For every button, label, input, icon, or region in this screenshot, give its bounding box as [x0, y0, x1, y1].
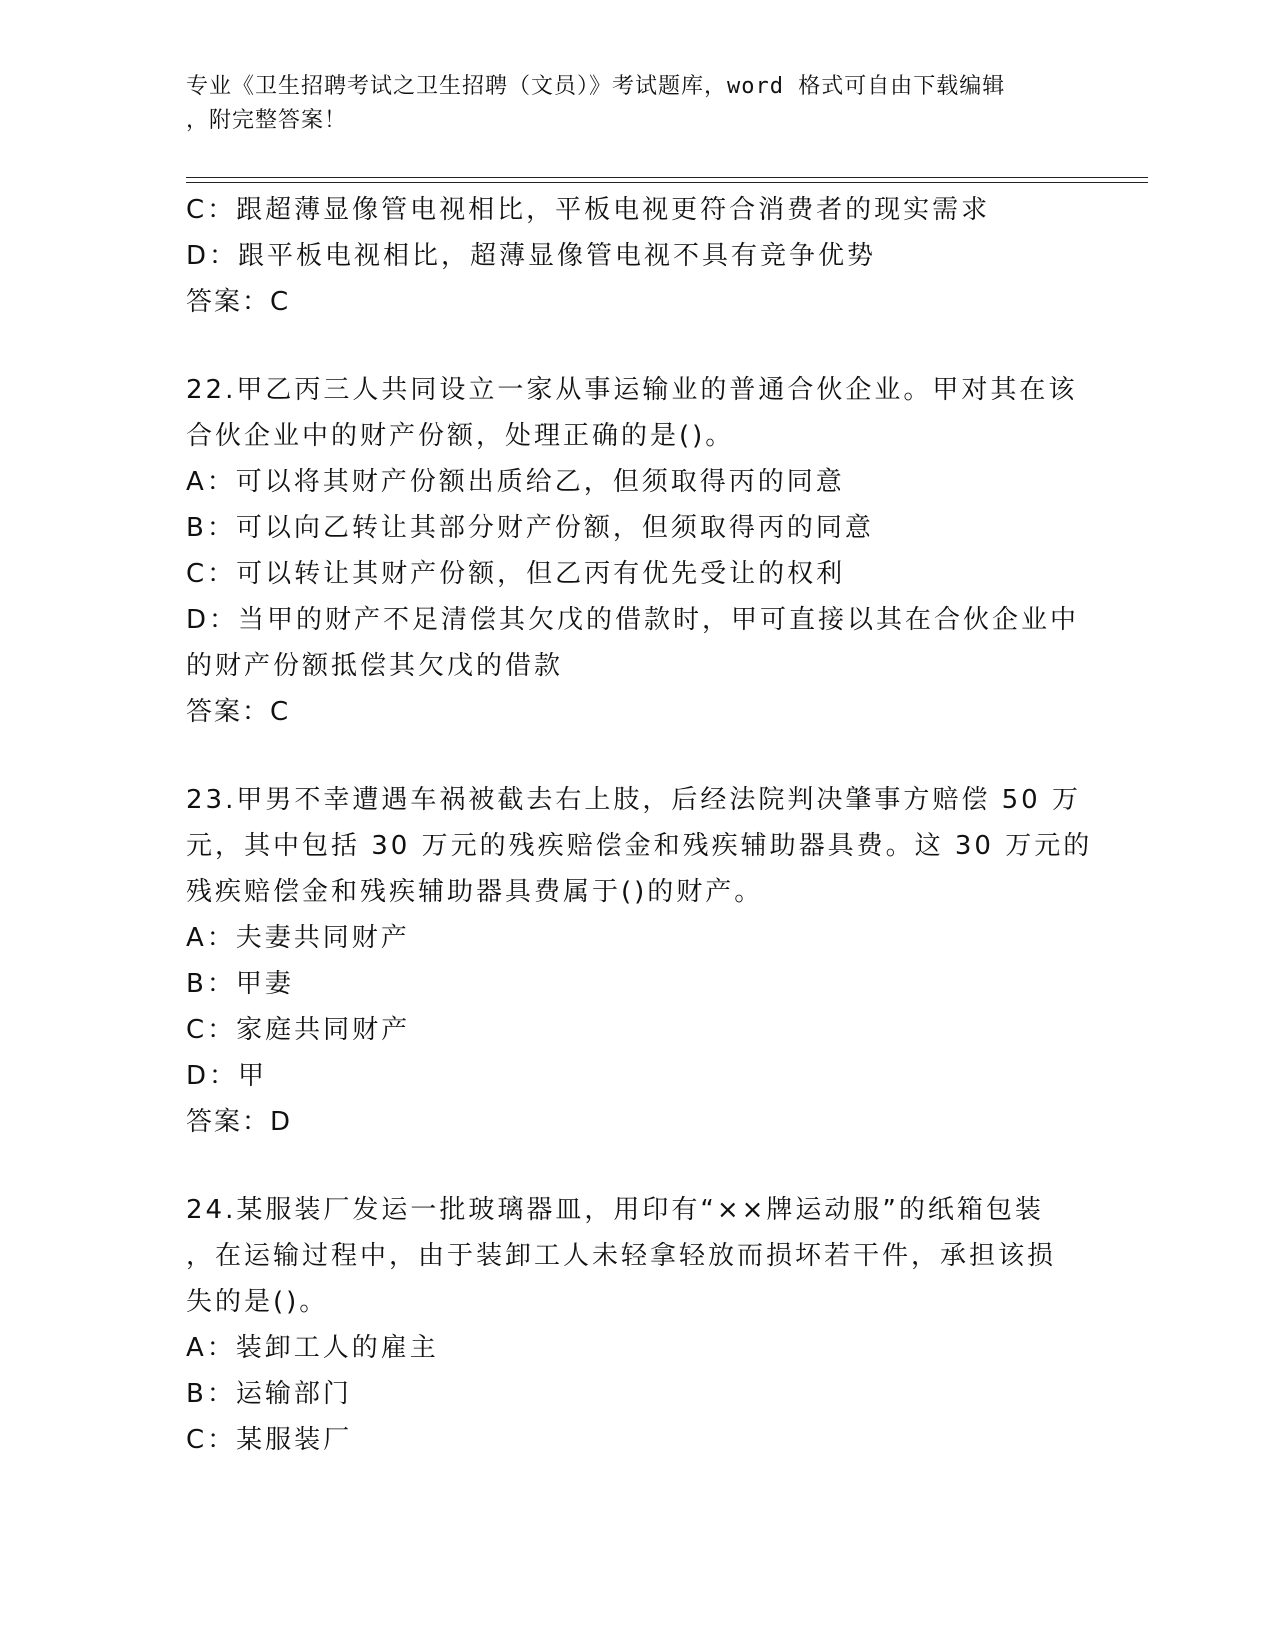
question-stem-line: 23.甲男不幸遭遇车祸被截去右上肢，后经法院判决肇事方赔偿 50 万: [186, 785, 1081, 815]
header-title-line-2: ，附完整答案！: [186, 108, 348, 133]
option-a: A：夫妻共同财产: [186, 923, 410, 953]
option-b: B：运输部门: [186, 1379, 352, 1409]
question-stem-line: ，在运输过程中，由于装卸工人未轻拿轻放而损坏若干件，承担该损: [186, 1241, 1057, 1271]
option-d: D：跟平板电视相比，超薄显像管电视不具有竞争优势: [186, 241, 877, 271]
option-c: C：家庭共同财产: [186, 1015, 411, 1045]
option-c: C：跟超薄显像管电视相比，平板电视更符合消费者的现实需求: [186, 195, 991, 225]
question-spacer: [186, 735, 1086, 777]
question-22: [186, 367, 1086, 735]
question-stem-line: 24.某服装厂发运一批玻璃器皿，用印有“××牌运动服”的纸箱包装: [186, 1195, 1044, 1225]
option-b: B：可以向乙转让其部分财产份额，但须取得丙的同意: [186, 513, 874, 543]
question-23: [186, 777, 1093, 1145]
option-c: C：可以转让其财产份额，但乙丙有优先受让的权利: [186, 559, 846, 589]
question-stem-line: 合伙企业中的财产份额，处理正确的是()。: [186, 421, 735, 451]
question-spacer: [186, 1145, 1086, 1187]
header-divider-top: [186, 177, 1148, 178]
question-24: [186, 1187, 1086, 1463]
header-divider-bottom: [186, 182, 1148, 183]
question-list: [186, 187, 1093, 1463]
answer-line: 答案：C: [186, 697, 291, 727]
answer-line: 答案：D: [186, 1107, 293, 1137]
option-d-continued: 的财产份额抵偿其欠戊的借款: [186, 651, 564, 681]
question-spacer: [186, 325, 1086, 367]
document-header: [186, 70, 1066, 138]
header-title-line-1: 专业《卫生招聘考试之卫生招聘（文员）》考试题库，word 格式可自由下载编辑: [186, 74, 1006, 99]
option-a: A：装卸工人的雇主: [186, 1333, 439, 1363]
option-d: D：甲: [186, 1061, 268, 1091]
answer-line: 答案：C: [186, 287, 291, 317]
question-stem-line: 残疾赔偿金和残疾辅助器具费属于()的财产。: [186, 877, 764, 907]
question-stem-line: 22.甲乙丙三人共同设立一家从事运输业的普通合伙企业。甲对其在该: [186, 375, 1078, 405]
option-c: C：某服装厂: [186, 1425, 353, 1455]
question-stem-line: 失的是()。: [186, 1287, 329, 1317]
option-d: D：当甲的财产不足清偿其欠戊的借款时，甲可直接以其在合伙企业中: [186, 605, 1080, 635]
question-stem-line: 元，其中包括 30 万元的残疾赔偿金和残疾辅助器具费。这 30 万元的: [186, 831, 1093, 861]
option-b: B：甲妻: [186, 969, 294, 999]
question-21-tail: [186, 187, 1086, 325]
option-a: A：可以将其财产份额出质给乙，但须取得丙的同意: [186, 467, 845, 497]
